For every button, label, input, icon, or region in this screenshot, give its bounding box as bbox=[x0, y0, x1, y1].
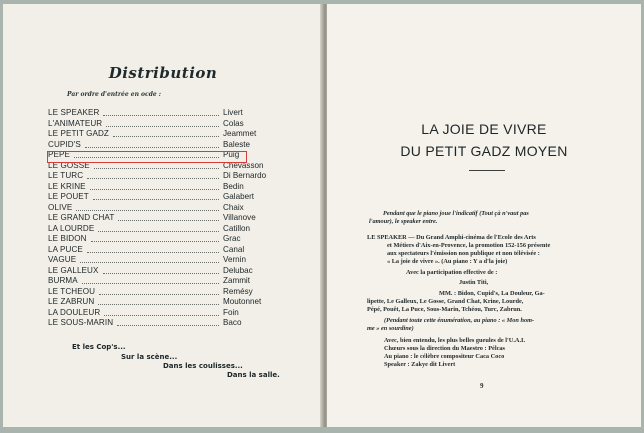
cast-actor: Vernin bbox=[223, 255, 246, 264]
cast-role: CUPID'S bbox=[48, 139, 81, 149]
cast-actor: Di Bernardo bbox=[223, 171, 267, 180]
cops-line: Dans les coulisses... bbox=[163, 362, 243, 370]
leader-dots bbox=[99, 294, 219, 295]
play-title-line: LA JOIE DE VIVRE bbox=[421, 121, 547, 137]
cast-actor: Baleste bbox=[223, 139, 250, 149]
credits-line: Chœurs sous la direction du Maestro : Pélcas bbox=[384, 345, 505, 352]
cast-row bbox=[48, 140, 270, 151]
cast-row bbox=[48, 108, 270, 119]
credits-line: Avec, bien entendu, les plus belles gueules de l'U.A.I. bbox=[384, 337, 526, 344]
cast-role: LE BIDON bbox=[48, 234, 87, 243]
cast-role: LE PETIT GADZ bbox=[48, 129, 109, 138]
leader-dots bbox=[98, 304, 219, 305]
cast-role: LE TCHEOU bbox=[48, 286, 96, 296]
credits-line: Au piano : le célèbre compositeur Caca Coco bbox=[384, 353, 505, 360]
cast-row bbox=[48, 308, 270, 319]
cast-actor: Zammit bbox=[223, 276, 250, 285]
cast-row bbox=[48, 119, 270, 130]
leader-dots bbox=[90, 189, 219, 190]
cast-row bbox=[48, 266, 270, 277]
cast-role: VAGUE bbox=[48, 255, 77, 264]
cast-row bbox=[48, 245, 270, 256]
cast-actor: Baco bbox=[223, 318, 242, 327]
cast-row bbox=[48, 203, 270, 214]
leader-dots bbox=[87, 178, 219, 179]
leader-dots bbox=[80, 262, 219, 263]
cast-actor: Canal bbox=[223, 244, 245, 254]
leader-dots bbox=[103, 273, 220, 274]
cast-actor: Puig bbox=[223, 150, 240, 159]
play-title bbox=[327, 118, 641, 162]
cast-role: LA DOULEUR bbox=[48, 307, 101, 317]
speaker-line: « La joie de vivre ». (Au piano : Y a d'la joie) bbox=[387, 258, 508, 265]
stage-direction: me » en sourdine) bbox=[367, 325, 414, 332]
speaker-label: LE SPEAKER bbox=[367, 234, 407, 241]
cast-role: LE GOSSE bbox=[48, 160, 90, 170]
speaker-line bbox=[367, 234, 536, 242]
cast-actor: Galabert bbox=[223, 192, 255, 201]
credits-line: Speaker : Zakye dit Livert bbox=[384, 361, 456, 368]
cast-actor: Jeammet bbox=[223, 129, 257, 138]
leader-dots bbox=[118, 220, 219, 221]
cast-list bbox=[48, 108, 270, 329]
leader-dots bbox=[103, 115, 219, 116]
cast-actor: Colas bbox=[223, 118, 244, 128]
cast-actor: Delubac bbox=[223, 265, 253, 275]
leader-dots bbox=[76, 210, 219, 211]
leader-dots bbox=[117, 325, 219, 326]
leader-dots bbox=[104, 315, 219, 316]
leader-dots bbox=[93, 199, 219, 200]
leader-dots bbox=[94, 168, 219, 169]
leader-dots bbox=[87, 252, 219, 253]
cast-row bbox=[48, 171, 270, 182]
cast-row bbox=[48, 213, 270, 224]
leader-dots bbox=[113, 136, 219, 137]
title-rule bbox=[469, 170, 505, 171]
highlight-box bbox=[47, 151, 247, 163]
cast-actor: Livert bbox=[223, 108, 243, 117]
leader-dots bbox=[85, 147, 219, 148]
cast-actor: Bedin bbox=[223, 181, 244, 191]
cast-row bbox=[48, 182, 270, 193]
cast-role: LA PUCE bbox=[48, 244, 83, 254]
cast-role: LE GALLEUX bbox=[48, 265, 99, 275]
cast-row bbox=[48, 224, 270, 235]
cast-role: BURMA bbox=[48, 276, 78, 285]
left-page bbox=[3, 4, 323, 427]
cast-actor: Villanove bbox=[223, 213, 256, 222]
mm-line: lipette, Le Galleux, Le Gosse, Grand Chat, Krine, Lourde, bbox=[367, 298, 524, 305]
speaker-line: aux spectateurs l'émission non publique et non télévisée : bbox=[387, 250, 540, 257]
cast-role: LE POUET bbox=[48, 192, 89, 201]
cast-actor: Chevasson bbox=[223, 160, 264, 170]
cast-role: LE SOUS-MARIN bbox=[48, 318, 114, 327]
speaker-text: — Du Grand Amphi-cinéma de l'Ecole des Arts bbox=[406, 234, 536, 241]
cops-line: Et les Cop's... bbox=[72, 343, 126, 351]
cast-role: L'ANIMATEUR bbox=[48, 118, 103, 128]
cast-row bbox=[48, 234, 270, 245]
play-title-line: DU PETIT GADZ MOYEN bbox=[400, 143, 568, 159]
cast-row bbox=[48, 192, 270, 203]
stage-direction: (Pendant toute cette énumération, au piano : « Mon hom- bbox=[384, 317, 535, 324]
cast-role: LE ZABRUN bbox=[48, 297, 95, 306]
leader-dots bbox=[82, 283, 219, 284]
distribution-title: Distribution bbox=[108, 64, 218, 82]
cast-row bbox=[48, 318, 270, 329]
leader-dots bbox=[91, 241, 219, 242]
cast-role: PEPE bbox=[48, 150, 70, 159]
mm-line: Pépé, Pouêt, La Puce, Sous-Marin, Tchéou, Turc, Zabrun. bbox=[367, 306, 522, 313]
cast-row bbox=[48, 297, 270, 308]
cast-actor: Chaix bbox=[223, 202, 244, 212]
stage-direction: Pendant que le piano joue l'indicatif (Tout çà n'vaut pas bbox=[383, 210, 529, 217]
cast-actor: Catillon bbox=[223, 223, 250, 233]
cast-row bbox=[48, 255, 270, 266]
cast-role: LE KRINE bbox=[48, 181, 86, 191]
cast-row bbox=[48, 276, 270, 287]
cast-actor: Moutonnet bbox=[223, 297, 262, 306]
mm-line: MM. : Bidon, Cupid's, La Douleur, Ga- bbox=[439, 290, 545, 297]
cast-row bbox=[48, 287, 270, 298]
distribution-subtitle: Par ordre d'entrée en ocde : bbox=[67, 91, 162, 98]
cast-role: LE SPEAKER bbox=[48, 108, 100, 117]
cast-role: LE GRAND CHAT bbox=[48, 213, 115, 222]
leader-dots bbox=[106, 126, 219, 127]
stage-direction: l'amour), le speaker entre. bbox=[369, 218, 438, 225]
cast-role: OLIVE bbox=[48, 202, 73, 212]
cast-actor: Grac bbox=[223, 234, 241, 243]
cast-actor: Remésy bbox=[223, 286, 253, 296]
cast-role: LE TURC bbox=[48, 171, 84, 180]
cast-role: LA LOURDE bbox=[48, 223, 95, 233]
right-page bbox=[327, 4, 641, 427]
cops-line: Dans la salle. bbox=[227, 371, 280, 379]
cops-line: Sur la scène... bbox=[121, 353, 178, 361]
speaker-line: et Métiers d'Aix-en-Provence, la promotion 152-156 présente bbox=[387, 242, 551, 249]
cast-row bbox=[48, 129, 270, 140]
page-number: 9 bbox=[480, 382, 484, 390]
leader-dots bbox=[98, 231, 219, 232]
justin-line: Justin Titi, bbox=[459, 279, 489, 286]
participation-line: Avec la participation effective de : bbox=[406, 269, 498, 276]
cast-actor: Foin bbox=[223, 307, 239, 317]
